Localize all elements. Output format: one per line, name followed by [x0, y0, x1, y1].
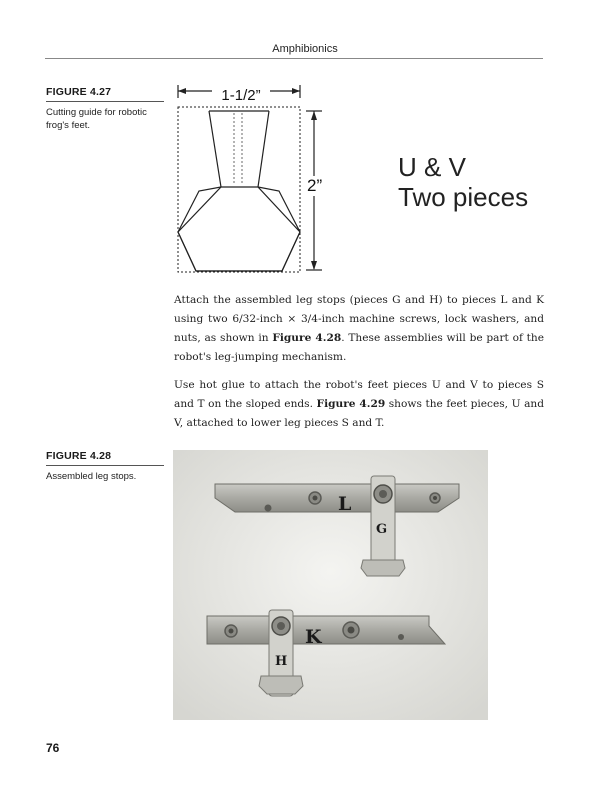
label-g: G [376, 522, 388, 537]
bar-k [207, 616, 445, 644]
figure-number: FIGURE 4.28 [46, 450, 164, 466]
page-number: 76 [46, 741, 60, 755]
foot-outline [178, 111, 300, 271]
paragraph-1 [174, 291, 544, 367]
hexagon-pad [178, 187, 300, 271]
running-head: Amphibionics [272, 43, 338, 55]
pieces-callout-line2: Two pieces [398, 182, 529, 212]
guide-bounding-box [178, 107, 300, 272]
figure-4-27-label [46, 86, 164, 132]
width-dimension-label: 1-1/2” [212, 87, 270, 104]
label-l: L [338, 493, 352, 515]
figure-4-28-label [46, 450, 164, 483]
p1-text-b: . These assemblies will be part of the robot's leg-jumping mechanism. [174, 332, 545, 363]
figure-4-28-ref: Figure 4.28 [272, 332, 342, 344]
figure-4-29-ref: Figure 4.29 [316, 398, 386, 410]
hole [265, 505, 272, 512]
figure-caption: Assembled leg stops. [46, 471, 137, 482]
pieces-callout-line1: U & V [398, 152, 466, 182]
stop-g-foot [361, 560, 405, 576]
stop-h-foot [259, 676, 303, 694]
hole [398, 634, 404, 640]
label-h: H [275, 654, 288, 669]
header-rule [45, 58, 543, 59]
leg-stops-photo [173, 450, 488, 720]
paragraph-2 [174, 376, 544, 433]
figure-number: FIGURE 4.27 [46, 86, 164, 102]
height-dimension-label: 2” [307, 176, 323, 195]
p2-text-a: Use hot glue to attach the robot's feet pieces U and V to pieces S and T on the sloped ends. [174, 379, 544, 410]
label-k: K [305, 626, 322, 648]
p2-text-b: shows the feet pieces, U and V, attached to lower leg pieces S and T. [174, 398, 544, 429]
pieces-callout [398, 152, 528, 212]
figure-caption: Cutting guide for robotic frog's feet. [46, 107, 147, 131]
bar-l [215, 484, 459, 512]
p1-text-a: Attach the assembled leg stops (pieces G and H) to pieces L and K using two 6/32-inch × 3/4-inch machine screws, lock washers, and nuts, as shown in [174, 294, 544, 344]
